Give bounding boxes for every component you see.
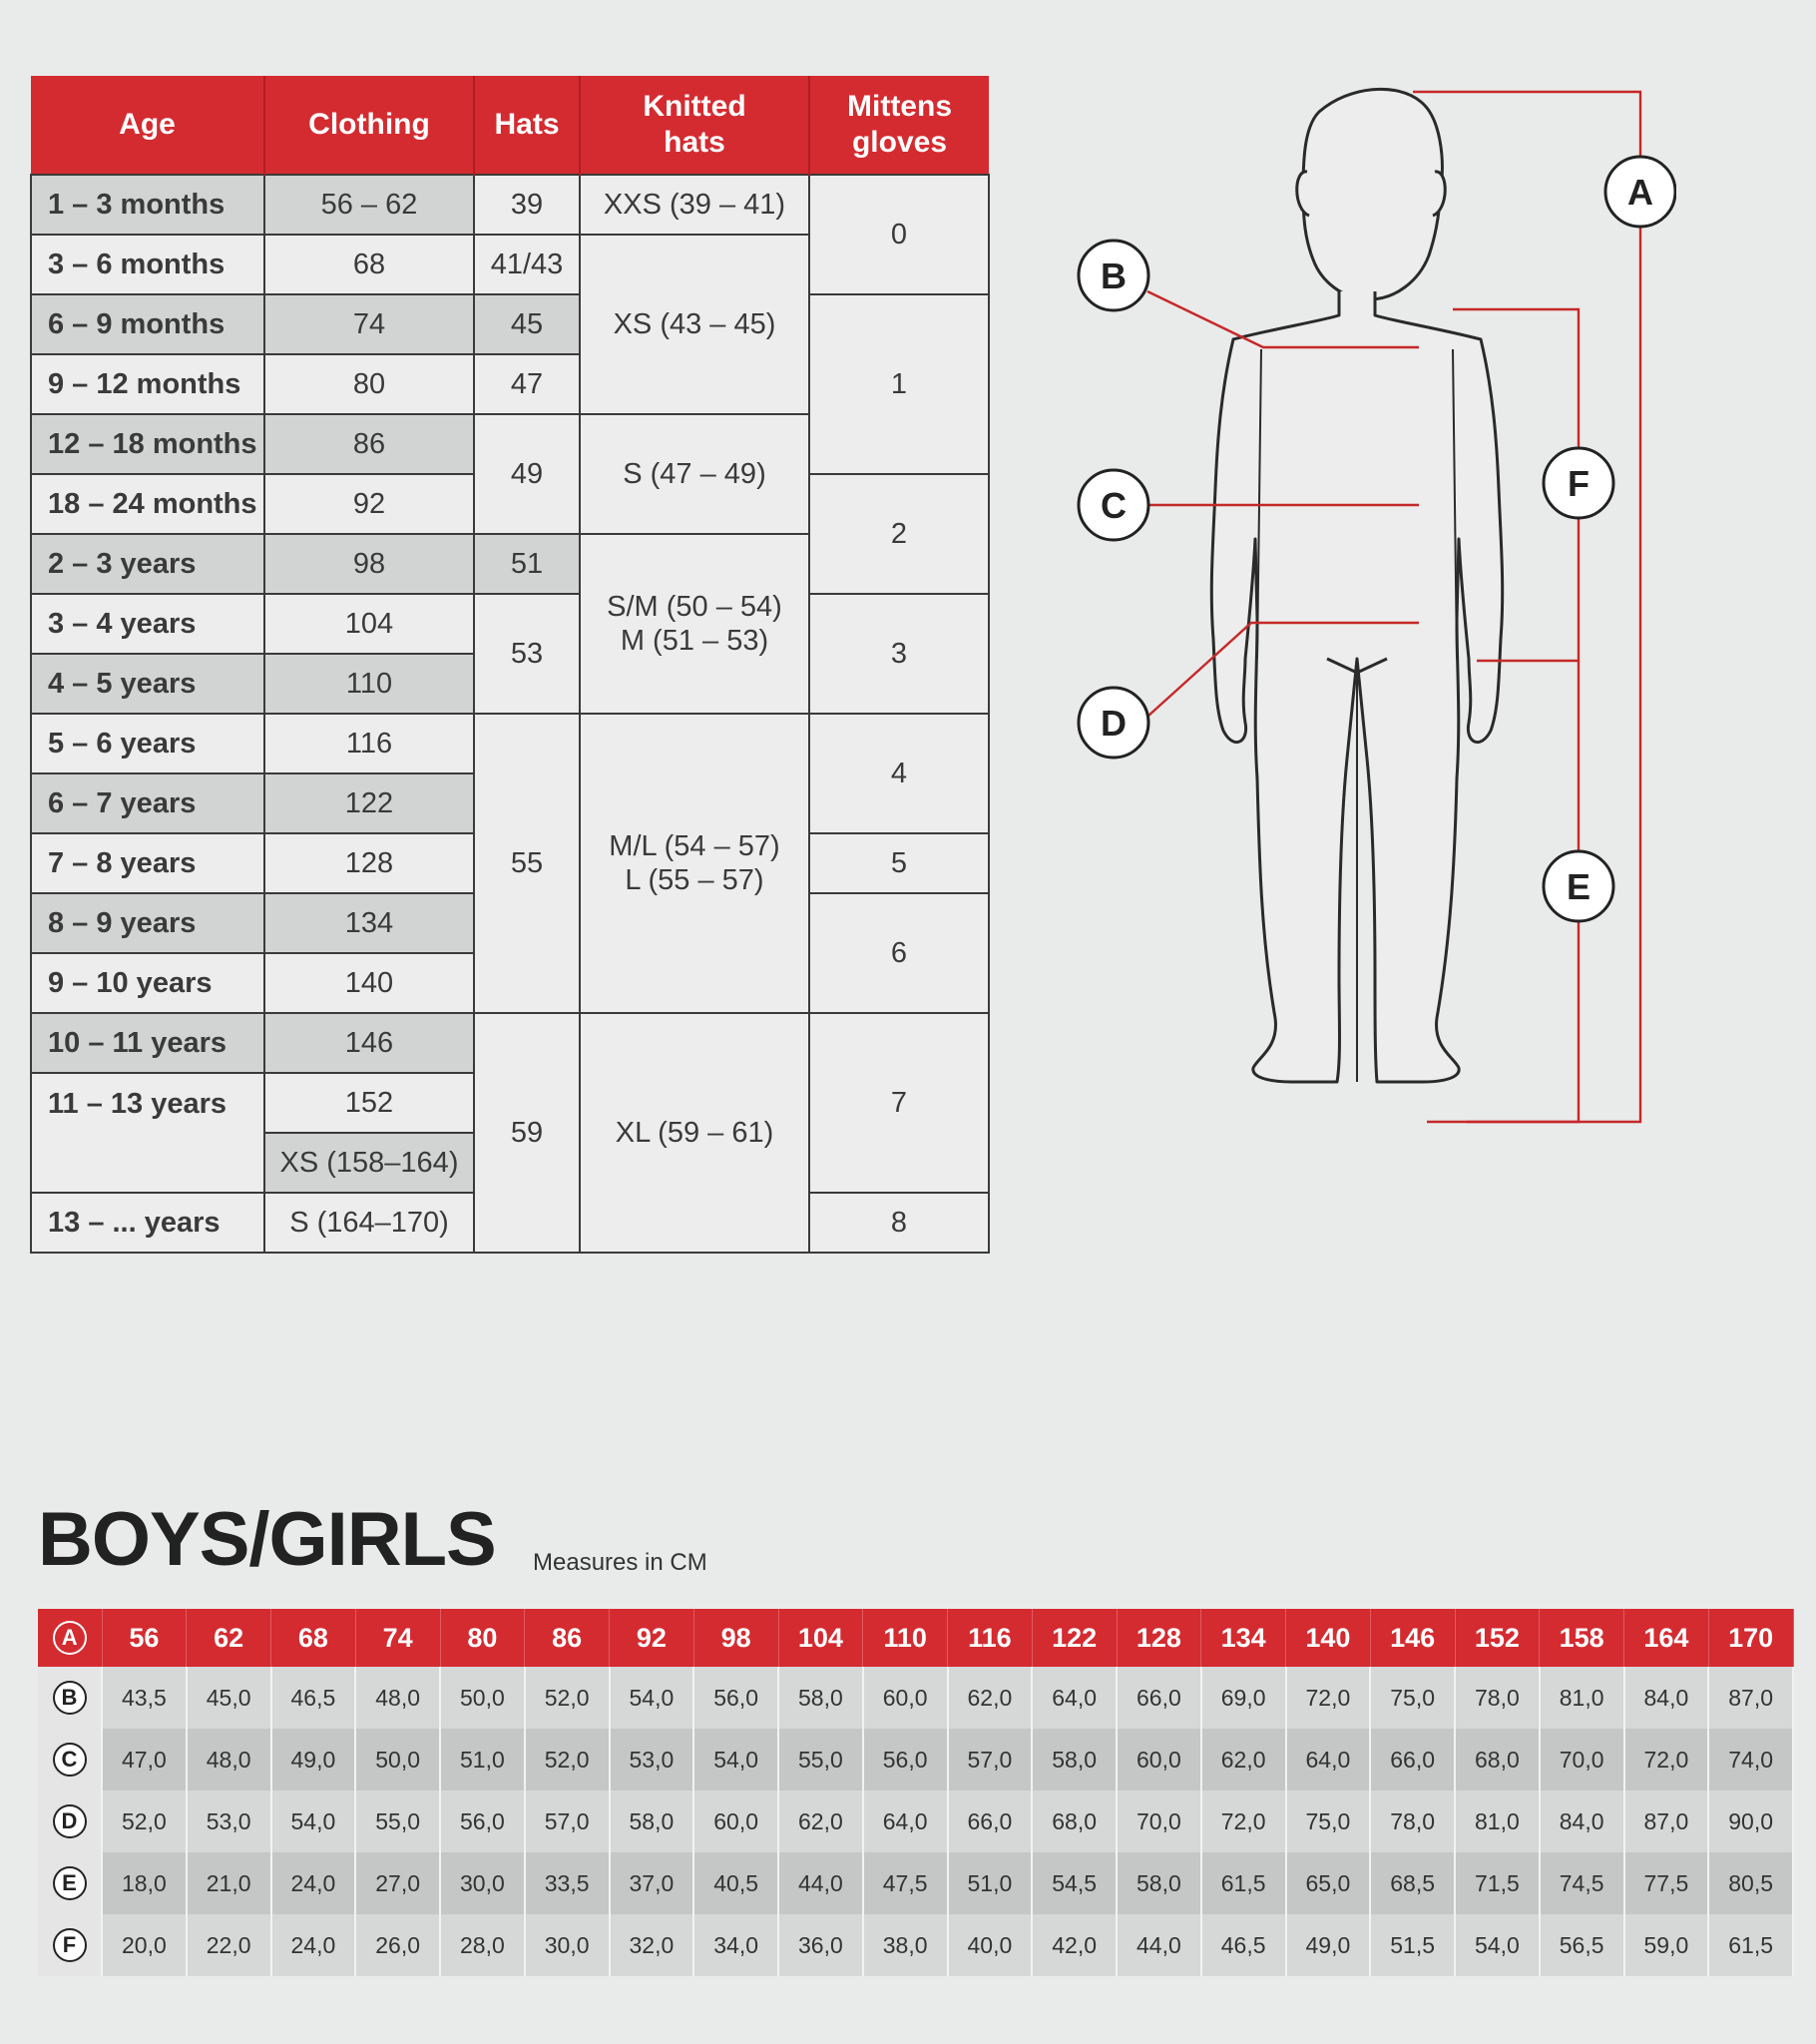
measurement-cell: 52,0 bbox=[525, 1729, 610, 1790]
hats-cell: 49 bbox=[474, 414, 580, 534]
mittens-cell: 3 bbox=[809, 594, 989, 714]
age-cell: 4 – 5 years bbox=[31, 654, 264, 714]
size-header-cell: 134 bbox=[1201, 1609, 1286, 1667]
measurement-cell: 48,0 bbox=[187, 1729, 271, 1790]
label-e-icon bbox=[1544, 851, 1613, 921]
measurement-cell: 58,0 bbox=[1117, 1852, 1201, 1914]
label-d-icon: D bbox=[53, 1804, 87, 1838]
mittens-cell: 4 bbox=[809, 714, 989, 833]
hats-cell: 39 bbox=[474, 175, 580, 235]
size-header-cell: 128 bbox=[1117, 1609, 1201, 1667]
measurement-cell: 59,0 bbox=[1624, 1914, 1709, 1976]
clothing-cell: 80 bbox=[264, 354, 474, 414]
measurement-cell: 44,0 bbox=[778, 1852, 863, 1914]
measurement-cell: 66,0 bbox=[948, 1790, 1033, 1852]
measurement-cell: 65,0 bbox=[1286, 1852, 1371, 1914]
measurement-cell: 49,0 bbox=[271, 1729, 356, 1790]
clothing-cell: 110 bbox=[264, 654, 474, 714]
size-header-cell: 152 bbox=[1455, 1609, 1540, 1667]
mittens-cell: 6 bbox=[809, 893, 989, 1013]
knitted-hats-cell: XL (59 – 61) bbox=[580, 1013, 809, 1253]
measurement-cell: 78,0 bbox=[1455, 1667, 1540, 1729]
age-cell: 7 – 8 years bbox=[31, 833, 264, 893]
measurement-cell: 54,0 bbox=[610, 1667, 694, 1729]
measurement-cell: 77,5 bbox=[1624, 1852, 1709, 1914]
age-cell: 1 – 3 months bbox=[31, 175, 264, 235]
measurement-cell: 58,0 bbox=[610, 1790, 694, 1852]
size-header-cell: 164 bbox=[1624, 1609, 1709, 1667]
size-header-cell: 170 bbox=[1708, 1609, 1793, 1667]
measurement-cell: 30,0 bbox=[525, 1914, 610, 1976]
measurement-cell: 21,0 bbox=[187, 1852, 271, 1914]
measurement-cell: 84,0 bbox=[1540, 1790, 1624, 1852]
header-label-cell bbox=[38, 1609, 102, 1667]
measurement-cell: 66,0 bbox=[1370, 1729, 1455, 1790]
clothing-cell: 74 bbox=[264, 294, 474, 354]
clothing-cell: S (164–170) bbox=[264, 1193, 474, 1253]
size-header-cell: 98 bbox=[693, 1609, 778, 1667]
measurement-cell: 26,0 bbox=[355, 1914, 440, 1976]
measurement-cell: 46,5 bbox=[1201, 1914, 1286, 1976]
knitted-hats-cell bbox=[580, 714, 809, 1013]
label-c-icon: C bbox=[53, 1743, 87, 1777]
hats-cell: 41/43 bbox=[474, 235, 580, 294]
measurement-cell: 62,0 bbox=[778, 1790, 863, 1852]
section-title: BOYS/GIRLS bbox=[38, 1497, 496, 1582]
age-cell: 3 – 4 years bbox=[31, 594, 264, 654]
clothing-cell: 104 bbox=[264, 594, 474, 654]
measurement-cell: 22,0 bbox=[187, 1914, 271, 1976]
measurement-cell: 24,0 bbox=[271, 1852, 356, 1914]
measurement-cell: 72,0 bbox=[1286, 1667, 1371, 1729]
measurement-cell: 66,0 bbox=[1117, 1667, 1201, 1729]
measurement-table bbox=[38, 1609, 1794, 1976]
header-knitted-hats-line2: hats bbox=[664, 126, 725, 159]
measurement-cell: 20,0 bbox=[102, 1914, 187, 1976]
clothing-cell: 128 bbox=[264, 833, 474, 893]
clothing-cell: 134 bbox=[264, 893, 474, 953]
clothing-cell: 152 bbox=[264, 1073, 474, 1133]
measurement-cell: 55,0 bbox=[355, 1790, 440, 1852]
measurement-cell: 64,0 bbox=[1032, 1667, 1117, 1729]
hats-cell: 59 bbox=[474, 1013, 580, 1253]
size-header-cell: 116 bbox=[948, 1609, 1033, 1667]
age-cell: 9 – 10 years bbox=[31, 953, 264, 1013]
header-mittens-gloves bbox=[809, 76, 989, 175]
measurement-cell: 30,0 bbox=[440, 1852, 525, 1914]
measurement-cell: 61,5 bbox=[1708, 1914, 1793, 1976]
age-cell: 3 – 6 months bbox=[31, 235, 264, 294]
measurement-cell: 68,0 bbox=[1455, 1729, 1540, 1790]
measurement-cell: 43,5 bbox=[102, 1667, 187, 1729]
measurement-cell: 60,0 bbox=[693, 1790, 778, 1852]
measurement-cell: 38,0 bbox=[863, 1914, 948, 1976]
table-row bbox=[31, 175, 989, 235]
measurement-cell: 37,0 bbox=[610, 1852, 694, 1914]
mittens-cell: 2 bbox=[809, 474, 989, 594]
body-measurement-diagram bbox=[1058, 60, 1676, 1138]
measurement-cell: 70,0 bbox=[1117, 1790, 1201, 1852]
measurement-cell: 75,0 bbox=[1286, 1790, 1371, 1852]
size-header-cell: 110 bbox=[863, 1609, 948, 1667]
mittens-cell: 5 bbox=[809, 833, 989, 893]
header-knitted-hats-line1: Knitted bbox=[643, 90, 746, 123]
table-row bbox=[38, 1852, 1793, 1914]
clothing-cell: XS (158–164) bbox=[264, 1133, 474, 1193]
measurement-cell: 69,0 bbox=[1201, 1667, 1286, 1729]
measurement-cell: 68,5 bbox=[1370, 1852, 1455, 1914]
measurement-cell: 72,0 bbox=[1201, 1790, 1286, 1852]
measurement-cell: 90,0 bbox=[1708, 1790, 1793, 1852]
measurement-cell: 54,0 bbox=[693, 1729, 778, 1790]
age-cell: 10 – 11 years bbox=[31, 1013, 264, 1073]
label-a-icon bbox=[1605, 157, 1675, 227]
measurement-cell: 56,0 bbox=[693, 1667, 778, 1729]
label-f-icon: F bbox=[53, 1928, 87, 1962]
header-mittens-line1: Mittens bbox=[847, 90, 952, 123]
measurement-cell: 56,5 bbox=[1540, 1914, 1624, 1976]
label-a-icon: A bbox=[53, 1621, 87, 1655]
measurement-cell: 64,0 bbox=[1286, 1729, 1371, 1790]
label-c-text: C bbox=[1101, 485, 1127, 526]
measurement-cell: 87,0 bbox=[1624, 1790, 1709, 1852]
measurement-cell: 71,5 bbox=[1455, 1852, 1540, 1914]
age-cell: 18 – 24 months bbox=[31, 474, 264, 534]
measurement-cell: 70,0 bbox=[1540, 1729, 1624, 1790]
measurement-cell: 32,0 bbox=[610, 1914, 694, 1976]
mittens-cell: 1 bbox=[809, 294, 989, 474]
header-mittens-line2: gloves bbox=[851, 126, 948, 159]
table-row bbox=[38, 1667, 1793, 1729]
measurement-cell: 54,0 bbox=[1455, 1914, 1540, 1976]
header-knitted-hats bbox=[580, 76, 809, 175]
measurement-cell: 60,0 bbox=[863, 1667, 948, 1729]
label-d-icon bbox=[1079, 688, 1148, 758]
measurement-cell: 34,0 bbox=[693, 1914, 778, 1976]
label-e-icon: E bbox=[53, 1866, 87, 1900]
table-row bbox=[31, 294, 989, 354]
clothing-cell: 86 bbox=[264, 414, 474, 474]
size-header-cell: 122 bbox=[1032, 1609, 1117, 1667]
measurement-cell: 84,0 bbox=[1624, 1667, 1709, 1729]
measurement-cell: 45,0 bbox=[187, 1667, 271, 1729]
size-header-cell: 86 bbox=[525, 1609, 610, 1667]
measurement-cell: 54,0 bbox=[271, 1790, 356, 1852]
measurement-cell: 47,0 bbox=[102, 1729, 187, 1790]
knitted-hats-ml: M/L (54 – 57) bbox=[609, 830, 780, 862]
age-cell: 6 – 9 months bbox=[31, 294, 264, 354]
measurement-cell: 55,0 bbox=[778, 1729, 863, 1790]
size-header-cell: 68 bbox=[271, 1609, 356, 1667]
measurement-cell: 68,0 bbox=[1032, 1790, 1117, 1852]
table-row bbox=[31, 1013, 989, 1073]
header-hats: Hats bbox=[474, 76, 580, 175]
measurement-cell: 51,0 bbox=[948, 1852, 1033, 1914]
size-header-cell: 80 bbox=[440, 1609, 525, 1667]
row-label-cell bbox=[38, 1729, 102, 1790]
mittens-cell: 7 bbox=[809, 1013, 989, 1193]
measurement-cell: 56,0 bbox=[440, 1790, 525, 1852]
row-label-cell bbox=[38, 1914, 102, 1976]
clothing-cell: 56 – 62 bbox=[264, 175, 474, 235]
size-header-cell: 62 bbox=[187, 1609, 271, 1667]
measurement-cell: 80,5 bbox=[1708, 1852, 1793, 1914]
measurement-cell: 81,0 bbox=[1455, 1790, 1540, 1852]
measurement-cell: 40,0 bbox=[948, 1914, 1033, 1976]
measurement-cell: 40,5 bbox=[693, 1852, 778, 1914]
measurement-cell: 75,0 bbox=[1370, 1667, 1455, 1729]
clothing-cell: 68 bbox=[264, 235, 474, 294]
label-c-icon bbox=[1079, 470, 1148, 540]
label-e-text: E bbox=[1566, 866, 1591, 907]
measurement-cell: 57,0 bbox=[948, 1729, 1033, 1790]
measurement-cell: 36,0 bbox=[778, 1914, 863, 1976]
age-cell: 6 – 7 years bbox=[31, 773, 264, 833]
measurement-cell: 18,0 bbox=[102, 1852, 187, 1914]
table-row bbox=[38, 1729, 1793, 1790]
measurement-cell: 24,0 bbox=[271, 1914, 356, 1976]
measurement-cell: 52,0 bbox=[102, 1790, 187, 1852]
measurement-cell: 53,0 bbox=[610, 1729, 694, 1790]
label-b-icon bbox=[1079, 241, 1148, 310]
measurement-cell: 57,0 bbox=[525, 1790, 610, 1852]
hats-cell: 51 bbox=[474, 534, 580, 594]
measurement-cell: 42,0 bbox=[1032, 1914, 1117, 1976]
size-header-cell: 56 bbox=[102, 1609, 187, 1667]
size-header-cell: 158 bbox=[1540, 1609, 1624, 1667]
knitted-hats-cell: XS (43 – 45) bbox=[580, 235, 809, 414]
hats-cell: 53 bbox=[474, 594, 580, 714]
label-f-icon bbox=[1544, 448, 1613, 518]
label-d-text: D bbox=[1101, 703, 1127, 744]
table-row bbox=[38, 1790, 1793, 1852]
measurement-cell: 50,0 bbox=[355, 1729, 440, 1790]
measurement-cell: 72,0 bbox=[1624, 1729, 1709, 1790]
size-conversion-table bbox=[30, 76, 990, 1254]
measurement-cell: 74,5 bbox=[1540, 1852, 1624, 1914]
mittens-cell: 0 bbox=[809, 175, 989, 294]
clothing-cell: 140 bbox=[264, 953, 474, 1013]
measurement-cell: 44,0 bbox=[1117, 1914, 1201, 1976]
age-cell: 11 – 13 years bbox=[31, 1073, 264, 1193]
measurement-cell: 46,5 bbox=[271, 1667, 356, 1729]
measurement-cell: 51,0 bbox=[440, 1729, 525, 1790]
measurement-cell: 62,0 bbox=[1201, 1729, 1286, 1790]
age-cell: 5 – 6 years bbox=[31, 714, 264, 773]
table-row bbox=[38, 1914, 1793, 1976]
knitted-hats-cell: XXS (39 – 41) bbox=[580, 175, 809, 235]
measurement-cell: 56,0 bbox=[863, 1729, 948, 1790]
knitted-hats-m: M (51 – 53) bbox=[620, 625, 769, 657]
measurement-cell: 54,5 bbox=[1032, 1852, 1117, 1914]
age-cell: 9 – 12 months bbox=[31, 354, 264, 414]
size-header-cell: 104 bbox=[778, 1609, 863, 1667]
hats-cell: 47 bbox=[474, 354, 580, 414]
measurement-cell: 53,0 bbox=[187, 1790, 271, 1852]
label-b-text: B bbox=[1101, 256, 1127, 296]
size-header-cell: 92 bbox=[610, 1609, 694, 1667]
measurement-cell: 50,0 bbox=[440, 1667, 525, 1729]
size-header-cell: 74 bbox=[355, 1609, 440, 1667]
row-label-cell bbox=[38, 1790, 102, 1852]
measurement-cell: 78,0 bbox=[1370, 1790, 1455, 1852]
measurement-cell: 48,0 bbox=[355, 1667, 440, 1729]
hats-cell: 45 bbox=[474, 294, 580, 354]
clothing-cell: 122 bbox=[264, 773, 474, 833]
measurement-cell: 87,0 bbox=[1708, 1667, 1793, 1729]
hats-cell: 55 bbox=[474, 714, 580, 1013]
row-label-cell bbox=[38, 1852, 102, 1914]
measurement-cell: 60,0 bbox=[1117, 1729, 1201, 1790]
label-b-icon: B bbox=[53, 1681, 87, 1715]
measurement-cell: 28,0 bbox=[440, 1914, 525, 1976]
clothing-cell: 98 bbox=[264, 534, 474, 594]
section-subtitle: Measures in CM bbox=[533, 1549, 707, 1576]
measurement-cell: 61,5 bbox=[1201, 1852, 1286, 1914]
size-header-cell: 140 bbox=[1286, 1609, 1371, 1667]
measurement-cell: 47,5 bbox=[863, 1852, 948, 1914]
measurement-cell: 52,0 bbox=[525, 1667, 610, 1729]
clothing-cell: 92 bbox=[264, 474, 474, 534]
header-clothing: Clothing bbox=[264, 76, 474, 175]
knitted-hats-l: L (55 – 57) bbox=[625, 864, 764, 896]
knitted-hats-cell: S (47 – 49) bbox=[580, 414, 809, 534]
measurement-cell: 62,0 bbox=[948, 1667, 1033, 1729]
measurement-cell: 33,5 bbox=[525, 1852, 610, 1914]
measurement-cell: 64,0 bbox=[863, 1790, 948, 1852]
measurement-header-row bbox=[38, 1609, 1793, 1667]
knitted-hats-sm: S/M (50 – 54) bbox=[607, 591, 782, 623]
label-f-text: F bbox=[1568, 463, 1589, 504]
mittens-cell: 8 bbox=[809, 1193, 989, 1253]
measurement-cell: 58,0 bbox=[1032, 1729, 1117, 1790]
measurement-cell: 51,5 bbox=[1370, 1914, 1455, 1976]
age-cell: 12 – 18 months bbox=[31, 414, 264, 474]
measurement-cell: 58,0 bbox=[778, 1667, 863, 1729]
measurement-cell: 49,0 bbox=[1286, 1914, 1371, 1976]
clothing-cell: 116 bbox=[264, 714, 474, 773]
header-age: Age bbox=[31, 76, 264, 175]
size-header-cell: 146 bbox=[1370, 1609, 1455, 1667]
label-a-text: A bbox=[1627, 172, 1653, 213]
table-row bbox=[31, 594, 989, 654]
size-table-header-row bbox=[31, 76, 989, 175]
table-row bbox=[31, 714, 989, 773]
knitted-hats-cell bbox=[580, 534, 809, 714]
measurement-cell: 81,0 bbox=[1540, 1667, 1624, 1729]
age-cell: 8 – 9 years bbox=[31, 893, 264, 953]
row-label-cell bbox=[38, 1667, 102, 1729]
measurement-cell: 74,0 bbox=[1708, 1729, 1793, 1790]
clothing-cell: 146 bbox=[264, 1013, 474, 1073]
age-cell: 2 – 3 years bbox=[31, 534, 264, 594]
measurement-cell: 27,0 bbox=[355, 1852, 440, 1914]
age-cell: 13 – ... years bbox=[31, 1193, 264, 1253]
